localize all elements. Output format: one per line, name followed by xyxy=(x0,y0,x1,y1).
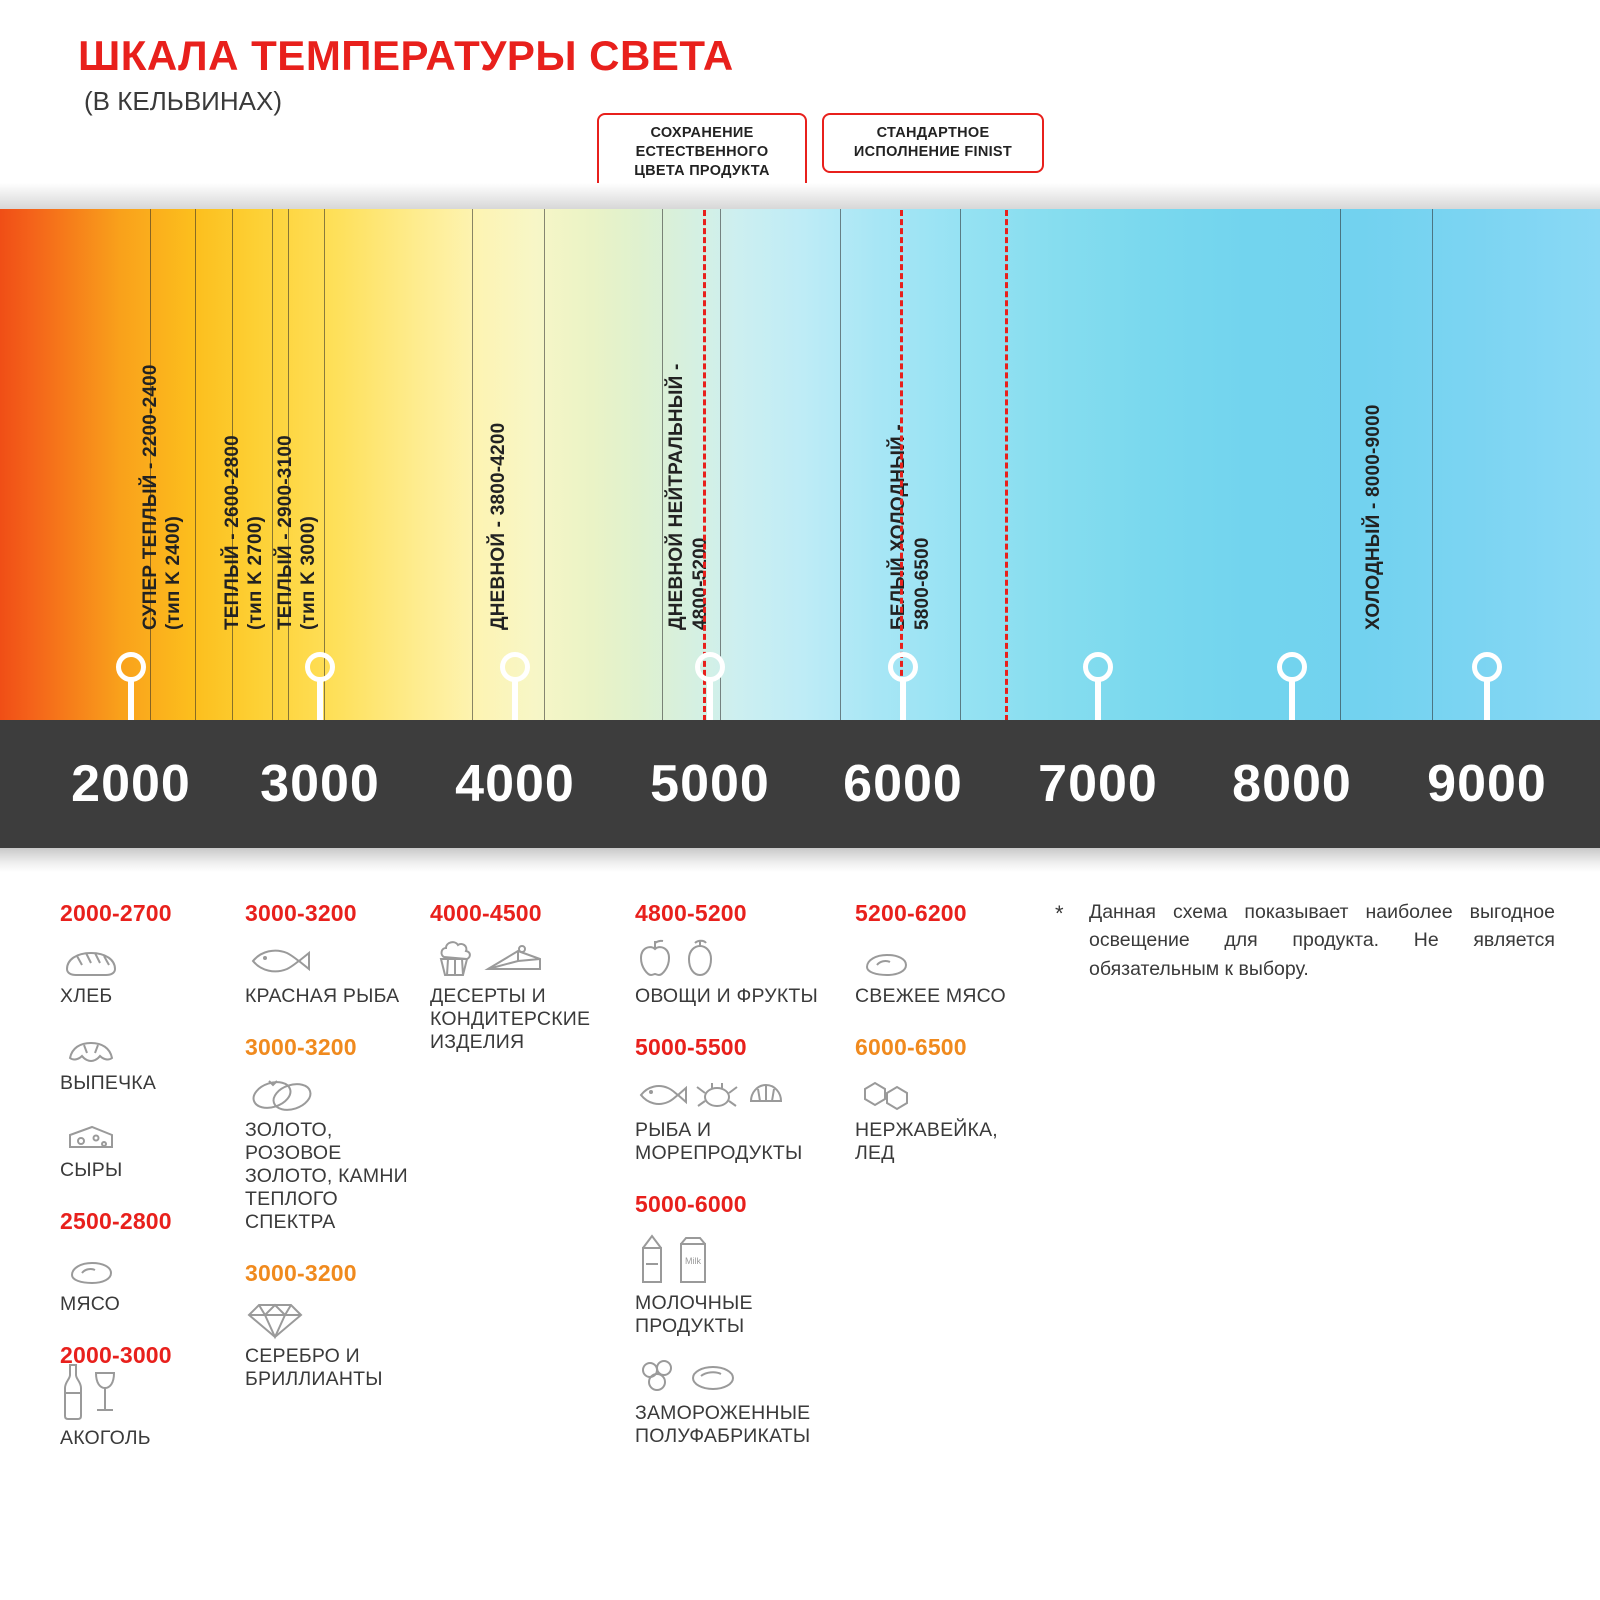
band-top-shadow xyxy=(0,183,1600,209)
legend-entry xyxy=(855,1069,1035,1165)
legend-entry-label: РЫБА И МОРЕПРОДУКТЫ xyxy=(635,1119,803,1164)
bread-icon xyxy=(60,935,240,981)
crab-icon xyxy=(693,1073,741,1115)
legend-range: 3000-3200 xyxy=(245,900,357,926)
legend-range: 5000-6000 xyxy=(635,1191,747,1217)
legend-range: 2000-2700 xyxy=(60,900,172,926)
legend-entry-label: ВЫПЕЧКА xyxy=(60,1072,157,1094)
legend-group xyxy=(635,900,850,1008)
legend-group xyxy=(60,1208,240,1316)
legend-entry-label: СВЕЖЕЕ МЯСО xyxy=(855,985,1006,1007)
cakeslice-icon xyxy=(482,935,546,981)
legend-entry xyxy=(245,1069,430,1234)
legend-entry xyxy=(635,1069,850,1165)
legend-entry xyxy=(245,1295,430,1391)
zone-divider xyxy=(472,209,473,730)
callout-line-finist-end xyxy=(1005,209,1008,730)
apple-icon xyxy=(635,935,675,981)
zone-divider xyxy=(662,209,663,730)
callout-natural-color: СОХРАНЕНИЕ ЕСТЕСТВЕННОГО ЦВЕТА ПРОДУКТА xyxy=(597,113,807,192)
tick-8000: 8000 xyxy=(1232,755,1352,813)
zone-label-super-warm: СУПЕР ТЕПЛЫЙ - 2200-2400 xyxy=(140,364,161,630)
legend-group xyxy=(60,900,240,1182)
zone-divider xyxy=(960,209,961,730)
kelvin-scale-bar xyxy=(0,720,1600,848)
tick-2000: 2000 xyxy=(71,755,191,813)
legend-entry-label: ДЕСЕРТЫ И КОНДИТЕРСКИЕ ИЗДЕЛИЯ xyxy=(430,985,591,1053)
zone-label-cool-white: БЕЛЫЙ ХОЛОДНЫЙ - xyxy=(888,424,909,630)
temperature-band-wrapper xyxy=(0,183,1600,730)
tick-3000: 3000 xyxy=(260,755,380,813)
legend-group xyxy=(635,1191,850,1448)
milk-box-icon xyxy=(673,1228,713,1288)
pepper-icon xyxy=(679,935,721,981)
zone-sublabel-cool-white: 5800-6500 xyxy=(912,537,933,630)
legend-entry xyxy=(60,1243,240,1316)
page-title: ШКАЛА ТЕМПЕРАТУРЫ СВЕТА xyxy=(78,32,734,79)
legend-group xyxy=(430,900,635,1054)
legend-range: 2000-3000 xyxy=(60,1342,172,1368)
legend-column xyxy=(635,900,850,1474)
zone-label-daylight: ДНЕВНОЙ - 3800-4200 xyxy=(488,422,509,630)
legend-entry xyxy=(60,1022,240,1095)
tick-4000: 4000 xyxy=(455,755,575,813)
shell-icon xyxy=(745,1073,787,1115)
zone-sublabel-warm-2700: (тип K 2700) xyxy=(245,515,266,630)
legend-group xyxy=(855,1034,1035,1165)
legend-entry-label: АКОГОЛЬ xyxy=(60,1427,151,1449)
tick-6000: 6000 xyxy=(843,755,963,813)
legend-entry-label: НЕРЖАВЕЙКА, ЛЕД xyxy=(855,1119,998,1164)
legend-group xyxy=(245,1260,430,1391)
zone-sublabel-warm-3000: (тип K 3000) xyxy=(298,515,319,630)
legend-entry-label: ХЛЕБ xyxy=(60,985,113,1007)
legend-range: 4000-4500 xyxy=(430,900,542,926)
zone-label-cold: ХОЛОДНЫЙ - 8000-9000 xyxy=(1363,404,1384,630)
zone-divider xyxy=(195,209,196,730)
legend-range: 5200-6200 xyxy=(855,900,967,926)
legend-entry-label: КРАСНАЯ РЫБА xyxy=(245,985,400,1007)
footnote xyxy=(1055,898,1555,983)
zone-divider xyxy=(272,209,273,730)
legend-column xyxy=(245,900,430,1417)
legend-entry xyxy=(855,935,1035,1008)
cheese-icon xyxy=(60,1109,240,1155)
legend-entry-label: СЕРЕБРО И БРИЛЛИАНТЫ xyxy=(245,1345,383,1390)
legend-entry xyxy=(60,935,240,1008)
legend-entry xyxy=(430,935,635,1054)
legend-range: 3000-3200 xyxy=(245,1034,357,1060)
legend-entry xyxy=(635,935,850,1008)
callout-finist-standard: СТАНДАРТНОЕ ИСПОЛНЕНИЕ FINIST xyxy=(822,113,1044,173)
legend-group xyxy=(635,1034,850,1165)
dumplings-icon xyxy=(635,1354,683,1398)
zone-divider xyxy=(544,209,545,730)
tick-5000: 5000 xyxy=(650,755,770,813)
header xyxy=(78,34,734,117)
steak-icon xyxy=(60,1243,240,1289)
legend-entry xyxy=(635,1352,850,1448)
zone-label-warm-2700: ТЕПЛЫЙ - 2600-2800 xyxy=(222,435,243,630)
wineglass-icon xyxy=(90,1361,120,1423)
legend-entry xyxy=(60,1109,240,1182)
zone-divider xyxy=(1432,209,1433,730)
legend-range: 4800-5200 xyxy=(635,900,747,926)
legend-range: 3000-3200 xyxy=(245,1260,357,1286)
legend-column xyxy=(855,900,1035,1191)
legend-entry xyxy=(635,1226,850,1338)
tick-7000: 7000 xyxy=(1038,755,1158,813)
fish-icon xyxy=(245,935,430,981)
legend-group xyxy=(245,900,430,1008)
footnote-text: Данная схема показывает наиболее выгодное освещение для продукта. Не является обязательным к выбору. xyxy=(1089,901,1555,980)
band-bottom-shadow xyxy=(0,848,1600,872)
diamond-icon xyxy=(245,1295,430,1341)
legend-entry-label: МЯСО xyxy=(60,1293,120,1315)
legend-entry xyxy=(245,935,430,1008)
zone-label-daylight-neutral: ДНЕВНОЙ НЕЙТРАЛЬНЫЙ - xyxy=(666,363,687,630)
legend-column xyxy=(430,900,635,1080)
legend-range: 5000-5500 xyxy=(635,1034,747,1060)
ice-cubes-icon xyxy=(855,1069,1035,1115)
svg-text:Milk: Milk xyxy=(685,1256,701,1266)
bottle-icon xyxy=(60,1361,86,1423)
croissant-icon xyxy=(60,1022,240,1068)
legend-entry-label: СЫРЫ xyxy=(60,1159,123,1181)
legend-range: 2500-2800 xyxy=(60,1208,172,1234)
fish-icon xyxy=(635,1073,689,1115)
legend-entry-label: ОВОЩИ И ФРУКТЫ xyxy=(635,985,818,1007)
zone-label-warm-3000: ТЕПЛЫЙ - 2900-3100 xyxy=(275,435,296,630)
zone-sublabel-daylight-neutral: 4800-5200 xyxy=(690,537,711,630)
legend-group xyxy=(855,900,1035,1008)
zone-divider xyxy=(840,209,841,730)
legend-range: 6000-6500 xyxy=(855,1034,967,1060)
zone-sublabel-super-warm: (тип K 2400) xyxy=(163,515,184,630)
legend-group xyxy=(245,1034,430,1234)
tick-9000: 9000 xyxy=(1427,755,1547,813)
temperature-gradient-band xyxy=(0,209,1600,730)
legend-entry xyxy=(60,1377,240,1450)
legend-entry-label: ЗАМОРОЖЕННЫЕ ПОЛУФАБРИКАТЫ xyxy=(635,1402,811,1447)
legend-entry-label: МОЛОЧНЫЕ ПРОДУКТЫ xyxy=(635,1292,753,1337)
patty-icon xyxy=(687,1354,739,1398)
cupcake-icon xyxy=(430,935,478,981)
footnote-marker: * xyxy=(1055,901,1064,926)
page-subtitle: (В КЕЛЬВИНАХ) xyxy=(84,86,282,117)
zone-divider xyxy=(720,209,721,730)
zone-divider xyxy=(1340,209,1341,730)
milk-carton-icon xyxy=(635,1228,669,1288)
legend-group xyxy=(60,1342,240,1450)
rings-icon xyxy=(245,1069,430,1115)
steak-icon xyxy=(855,935,1035,981)
legend-column xyxy=(60,900,240,1476)
legend-entry-label: ЗОЛОТО, РОЗОВОЕ ЗОЛОТО, КАМНИ ТЕПЛОГО СПЕКТРА xyxy=(245,1119,408,1233)
